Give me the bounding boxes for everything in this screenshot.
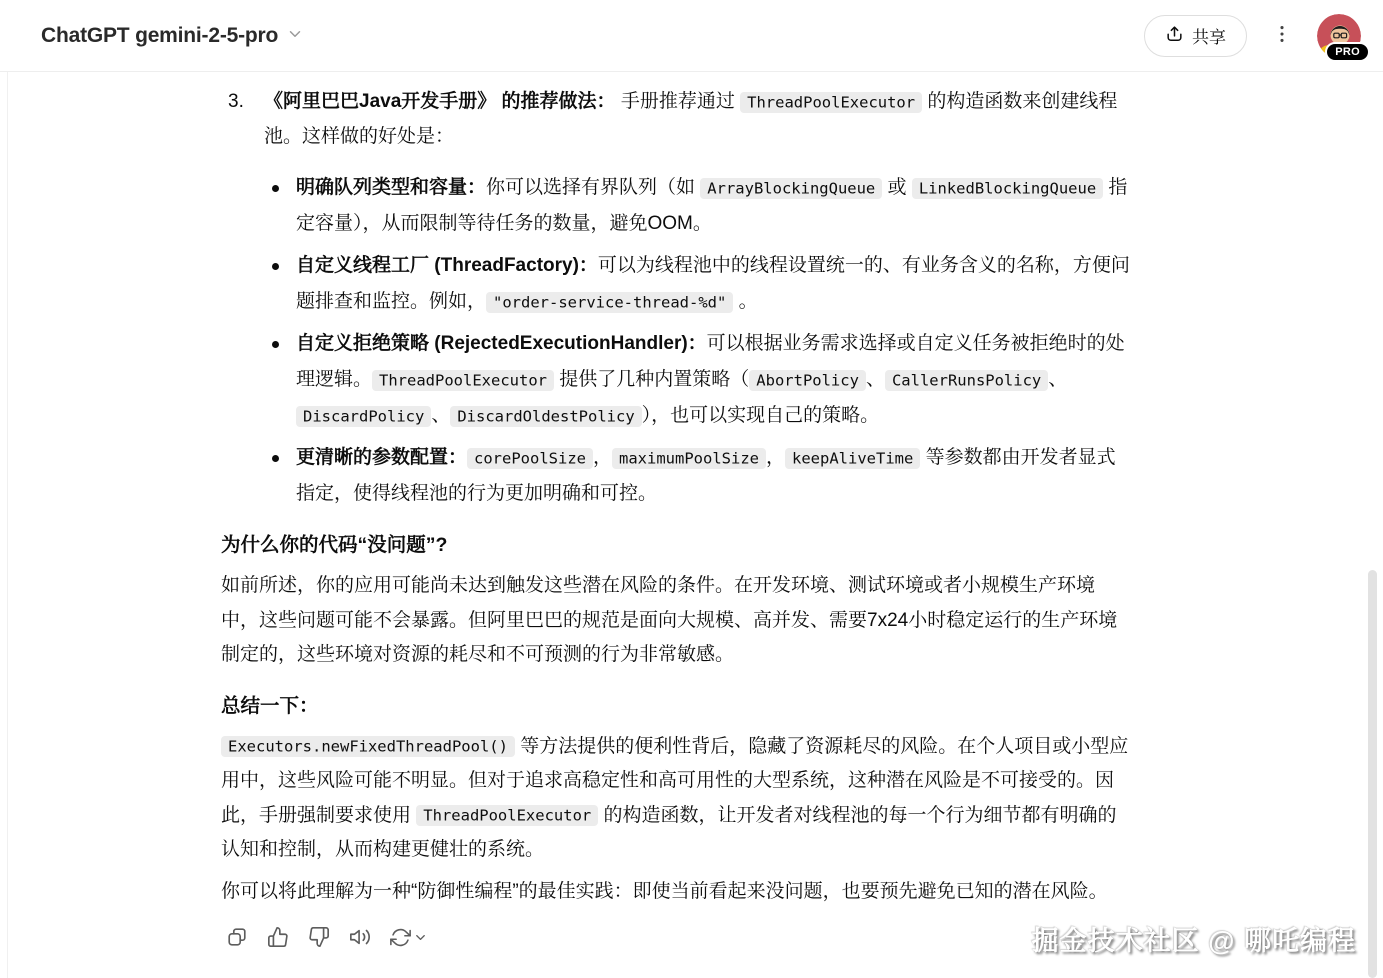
window-left-edge — [7, 0, 8, 978]
watermark: 掘金技术社区 @ 哪吒编程 — [1031, 926, 1356, 956]
inline-code: keepAliveTime — [785, 448, 920, 469]
list-number: 3. — [228, 91, 244, 112]
top-bar — [0, 0, 1383, 72]
list-item — [264, 248, 1132, 320]
chevron-down-icon — [286, 25, 304, 46]
thumbs-up-icon — [267, 926, 289, 951]
copy-button[interactable] — [223, 923, 251, 954]
text: 、 — [1048, 369, 1068, 390]
kebab-icon — [1271, 23, 1293, 48]
inline-code: Executors.newFixedThreadPool() — [221, 736, 515, 757]
thumbs-down-button[interactable] — [305, 923, 333, 954]
message-action-bar — [221, 923, 1132, 954]
retry-icon — [390, 927, 411, 951]
text: 、 — [431, 405, 451, 426]
assistant-message — [221, 72, 1132, 954]
bullet-text — [296, 255, 1130, 312]
thumbs-down-icon — [308, 926, 330, 951]
bullet-icon — [272, 341, 279, 348]
text: ， — [593, 447, 613, 468]
model-switcher[interactable] — [33, 18, 312, 54]
inline-code: maximumPoolSize — [612, 448, 766, 469]
bullet-icon — [272, 455, 279, 462]
bold-text: 更清晰的参数配置： — [296, 447, 468, 468]
list-item-3 — [221, 85, 1132, 512]
inline-code: DiscardPolicy — [296, 406, 431, 427]
text: 或 — [882, 177, 912, 198]
section-heading-summary: 总结一下： — [221, 694, 319, 717]
text: 提供了几种内置策略（ — [554, 369, 750, 390]
list-item-body — [264, 85, 1132, 512]
text: 手册推荐通过 — [615, 91, 741, 112]
pro-badge: PRO — [1325, 42, 1370, 62]
page-title: ChatGPT gemini-2-5-pro — [41, 23, 279, 47]
share-label: 共享 — [1192, 28, 1226, 47]
inline-code: DiscardOldestPolicy — [450, 406, 641, 427]
chevron-down-icon — [413, 930, 428, 948]
speaker-icon — [349, 926, 371, 951]
text: ），也可以实现自己的策略。 — [641, 405, 880, 426]
bold-text: 明确队列类型和容量： — [296, 177, 487, 198]
header-right — [1144, 14, 1361, 58]
section-heading-why: 为什么你的代码“没问题”? — [221, 534, 448, 556]
copy-icon — [226, 926, 248, 951]
text: 你可以选择有界队列（如 — [486, 177, 701, 198]
text: 指定容量），从而限制等待任务的数量，避免OOM。 — [296, 177, 1128, 234]
scrollbar[interactable] — [1368, 570, 1377, 978]
list-item-intro — [264, 85, 1132, 154]
thumbs-up-button[interactable] — [264, 923, 292, 954]
inline-code: AbortPolicy — [749, 370, 866, 391]
bullet-text — [296, 447, 1116, 504]
list-item — [264, 170, 1132, 242]
text: 、 — [865, 369, 885, 390]
bold-text: 自定义拒绝策略 (RejectedExecutionHandler)： — [296, 333, 707, 354]
inline-code: "order-service-thread-%d" — [486, 292, 733, 313]
more-options-button[interactable] — [1267, 19, 1297, 52]
text: 的构造函数，让开发者对线程池的每一个行为细节都有明确的认知和控制，从而构建更健壮的系统。 — [221, 804, 1117, 860]
bullet-text — [296, 333, 1125, 426]
share-button[interactable] — [1144, 15, 1247, 57]
paragraph-closing: 你可以将此理解为一种“防御性编程”的最佳实践：即使当前看起来没问题，也要预先避免已知的潜在风险。 — [221, 880, 1108, 902]
retry-button[interactable] — [387, 924, 431, 954]
inline-code: ThreadPoolExecutor — [416, 805, 598, 826]
bullet-icon — [272, 263, 279, 270]
bullet-icon — [272, 185, 279, 192]
bold-text: 自定义线程工厂 (ThreadFactory)： — [296, 255, 598, 276]
inline-code: ArrayBlockingQueue — [700, 178, 882, 199]
text: ， — [766, 447, 786, 468]
text: 。 — [733, 291, 758, 312]
avatar[interactable] — [1317, 14, 1361, 58]
share-icon — [1165, 24, 1184, 48]
inline-code: corePoolSize — [467, 448, 593, 469]
text: 可以根据业务需求选择或自定义任务被拒绝时的处理逻辑。 — [296, 333, 1125, 390]
paragraph — [221, 730, 1132, 868]
bold-text: 《阿里巴巴Java开发手册》 的推荐做法： — [264, 91, 616, 112]
inline-code: ThreadPoolExecutor — [740, 92, 922, 113]
benefits-list — [264, 170, 1132, 512]
text: 等参数都由开发者显式指定，使得线程池的行为更加明确和可控。 — [296, 447, 1116, 504]
text: 的构造函数来创建线程池。这样做的好处是： — [264, 91, 1118, 147]
bullet-text — [296, 177, 1127, 234]
paragraph: 如前所述，你的应用可能尚未达到触发这些潜在风险的条件。在开发环境、测试环境或者小规模生产环境中，这些问题可能不会暴露。但阿里巴巴的规范是面向大规模、高并发、需要7x24小时稳定运行的生产环境制定的，这些环境对资源的耗尽和不可预测的行为非常敏感。 — [221, 575, 1118, 665]
inline-code: ThreadPoolExecutor — [372, 370, 554, 391]
read-aloud-button[interactable] — [346, 923, 374, 954]
list-item — [264, 326, 1132, 434]
inline-code: CallerRunsPolicy — [885, 370, 1048, 391]
text: 可以为线程池中的线程设置统一的、有业务含义的名称，方便问题排查和监控。例如， — [296, 255, 1130, 312]
inline-code: LinkedBlockingQueue — [912, 178, 1103, 199]
list-item — [264, 440, 1132, 512]
text: 等方法提供的便利性背后，隐藏了资源耗尽的风险。在个人项目或小型应用中，这些风险可能不明显。但对于追求高稳定性和高可用性的大型系统，这种潜在风险是不可接受的。因此，手册强制要求使用 — [221, 735, 1129, 826]
